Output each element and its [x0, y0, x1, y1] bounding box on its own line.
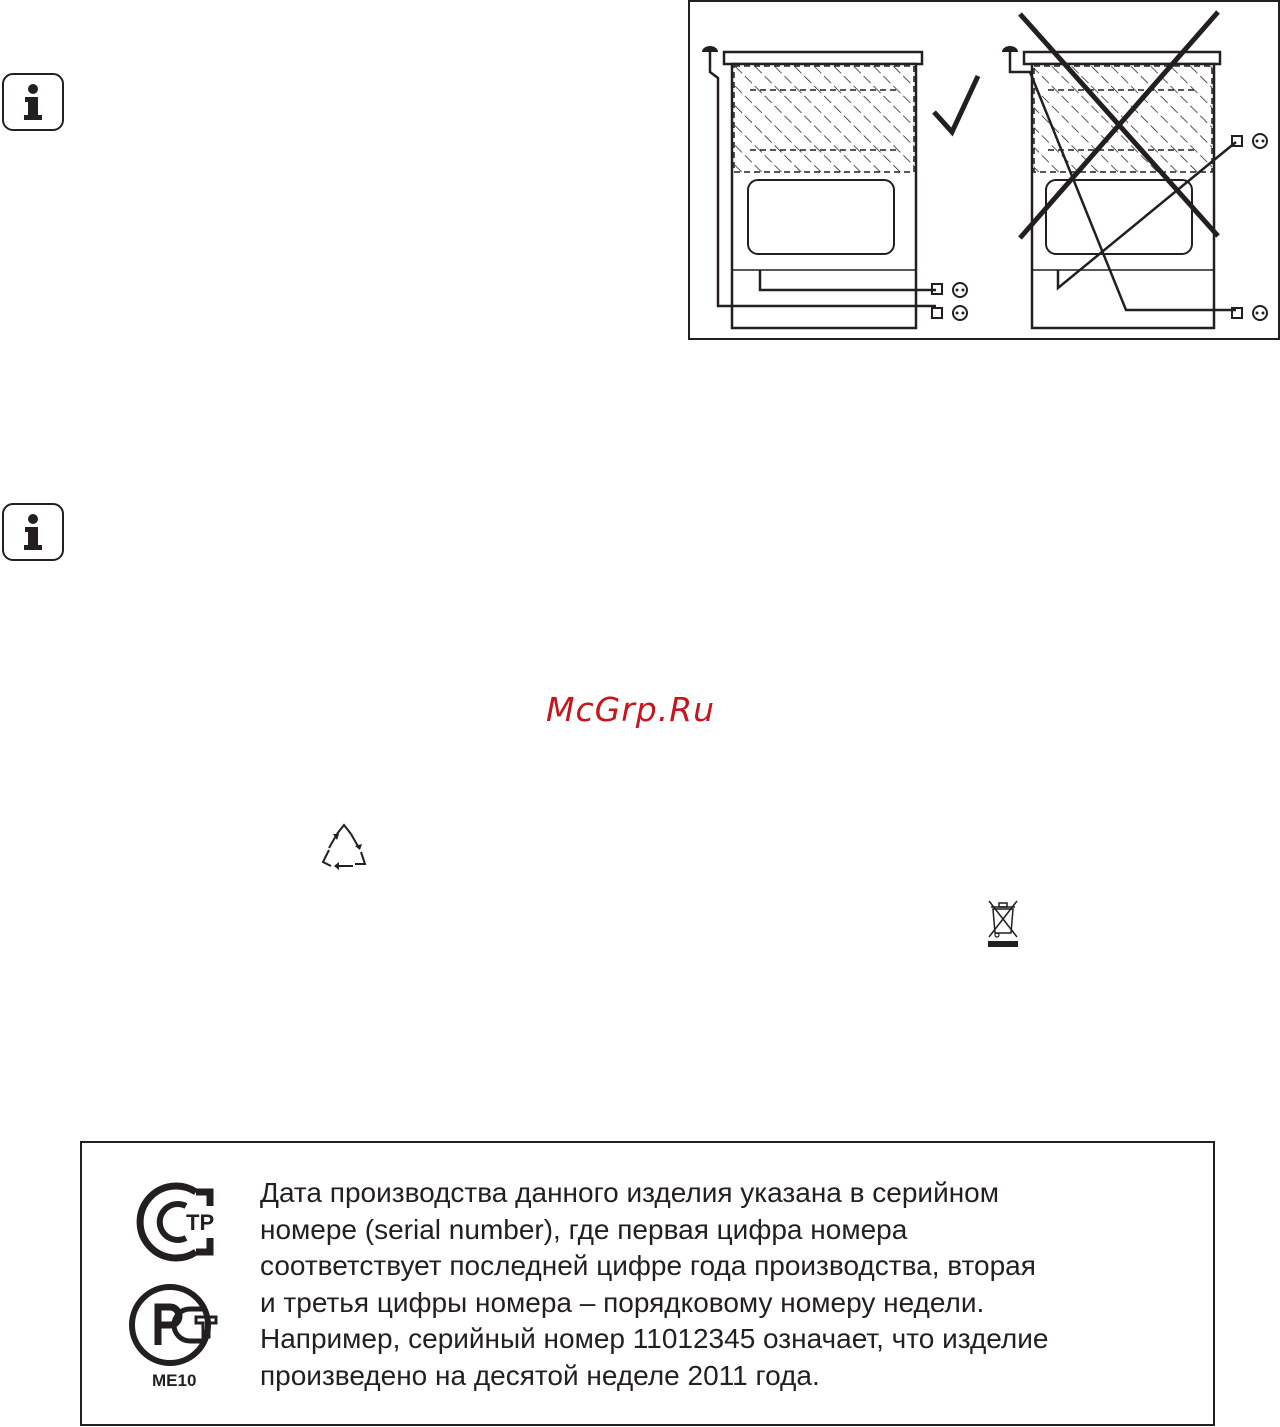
svg-text:ТР: ТР — [186, 1210, 215, 1235]
production-date-box — [80, 1141, 1215, 1426]
info-icon — [2, 503, 64, 561]
production-date-text — [260, 1175, 1200, 1394]
crossed-bin-icon — [985, 897, 1021, 949]
eac-certification-mark-icon — [126, 1180, 230, 1264]
text-line: Дата производства данного изделия указана в серийном — [260, 1177, 999, 1208]
watermark-text: McGrp.Ru — [546, 690, 716, 729]
text-line: и третья цифры номера – порядковому номеру недели. — [260, 1286, 985, 1318]
certification-code: ME10 — [152, 1371, 197, 1390]
text-line: соответствует последней цифре года производства, вторая — [260, 1250, 1036, 1281]
recycle-icon — [319, 822, 369, 872]
info-icon — [2, 73, 64, 131]
text-line: Например, серийный номер 11012345 означает, что изделие — [260, 1323, 1049, 1354]
cable-routing-figure — [688, 0, 1280, 340]
pct-certification-mark-icon — [126, 1283, 230, 1367]
text-line: произведено на десятой неделе 2011 года. — [260, 1359, 820, 1391]
text-line: номере (serial number), где первая цифра номера — [260, 1213, 908, 1245]
